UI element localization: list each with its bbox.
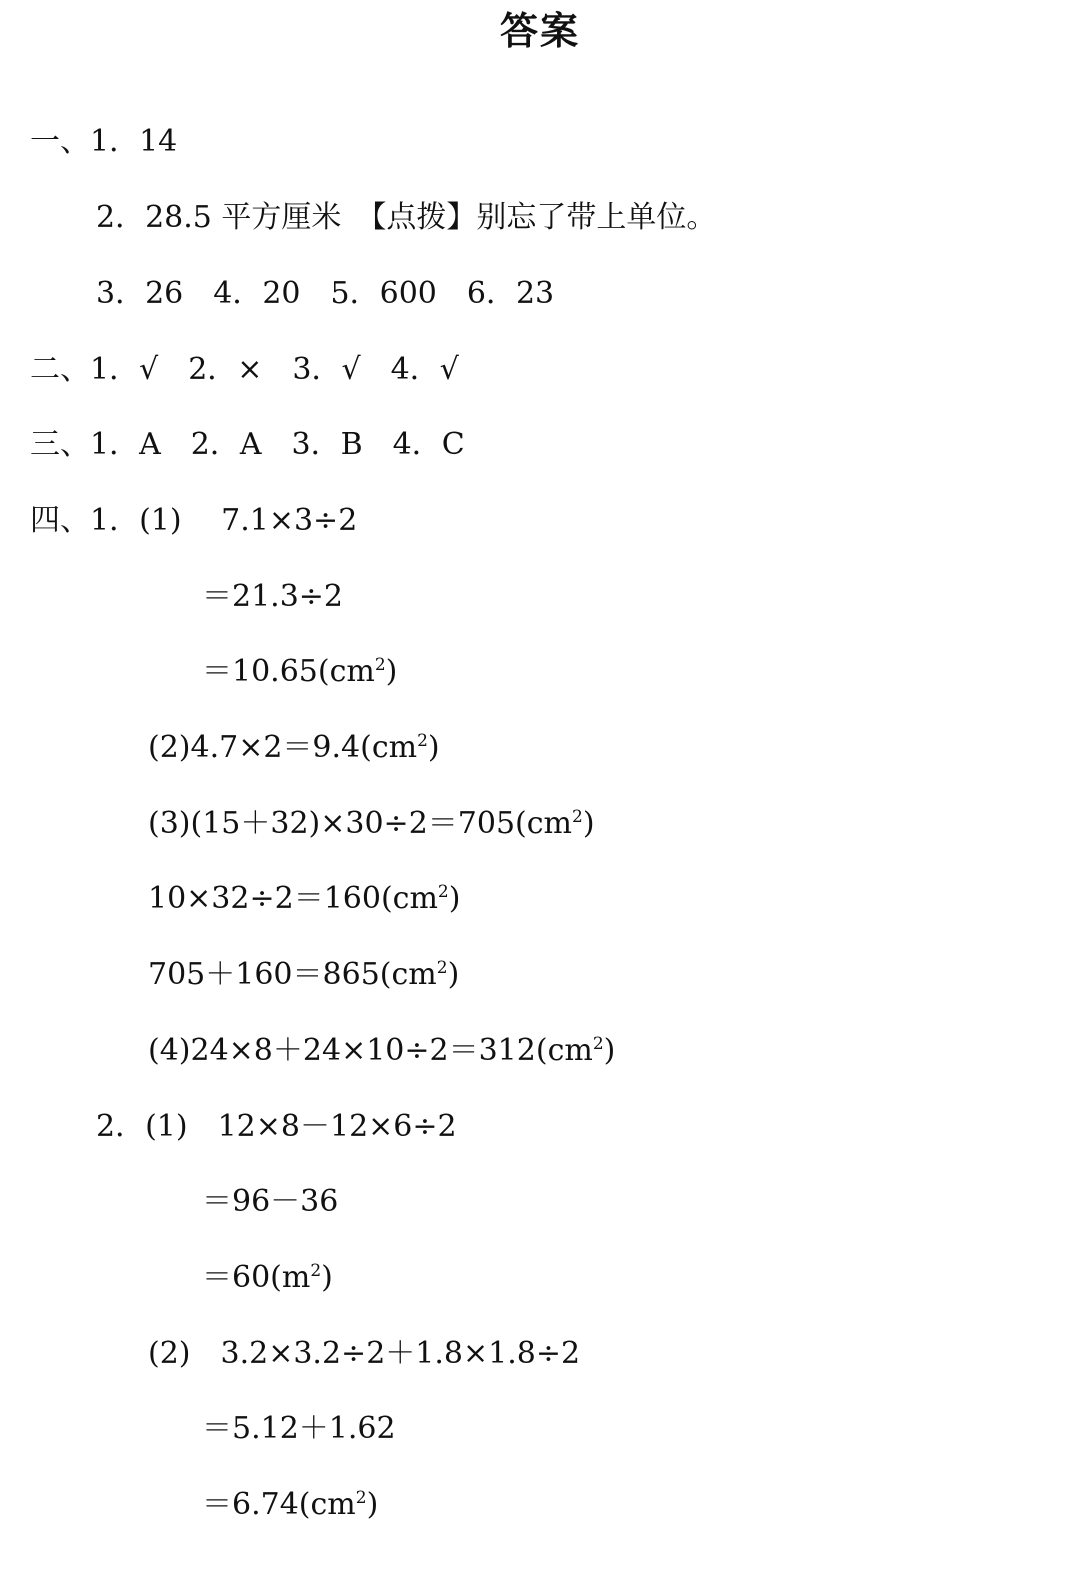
answer-text: ＝6.74(cm [202,1487,356,1522]
answer-text: ＝10.65(cm [202,654,375,689]
answer-4-2-2-result [202,1485,378,1525]
superscript: 2 [437,882,449,902]
answer-section-2 [30,350,459,390]
answer-section-3 [30,425,465,465]
answer-4-1-3-result [148,955,459,995]
answer-text: 3．26 4．20 5．600 6．23 [96,276,555,311]
answer-4-2-1-step-2 [202,1182,338,1222]
answer-4-1-4 [148,1031,615,1071]
answer-4-2-1-step-1 [96,1107,457,1147]
answer-4-1-3-step-2 [148,879,460,919]
answer-text: 2．(1) 12×8－12×6÷2 [96,1109,457,1144]
superscript: 2 [572,807,583,827]
answer-text-end: ) [427,730,440,765]
answer-text: 一、1．14 [30,124,178,159]
answer-text: 四、1．(1) 7.1×3÷2 [30,503,358,538]
answer-4-1-1-step-2 [202,577,343,617]
answer-text: ＝21.3÷2 [202,579,344,614]
superscript: 2 [355,1488,367,1508]
answer-text: 三、1．A 2．A 3．B 4．C [30,427,465,462]
answer-4-2-1-result [202,1258,333,1298]
answer-text: (4)24×8＋24×10÷2＝312(cm [148,1033,593,1068]
answer-4-2-2-step-2 [202,1409,396,1449]
superscript: 2 [310,1261,322,1281]
superscript: 2 [374,655,386,675]
answer-text: 705＋160＝865(cm [148,957,437,992]
page-title: 答案 [499,9,580,53]
superscript: 2 [436,958,448,978]
answer-4-1-1-result [202,652,397,692]
answer-text-end: ) [447,957,460,992]
answer-text: ＝96－36 [202,1184,339,1219]
answer-text: ＝60(m [202,1260,311,1295]
answer-1-2 [96,198,716,238]
answer-text: ＝5.12＋1.62 [202,1411,396,1446]
answer-4-1-2 [148,728,440,768]
answer-4-1-3-step-1 [148,804,595,844]
answer-4-2-2-step-1 [148,1334,580,1374]
answer-text: 10×32÷2＝160(cm [148,881,438,916]
answer-1-3-to-6 [96,274,554,314]
answer-text: (2) 3.2×3.2÷2＋1.8×1.8÷2 [148,1336,581,1371]
superscript: 2 [592,1034,604,1054]
answer-text: 2．28.5 平方厘米 【点拨】别忘了带上单位。 [96,200,717,235]
answer-text: 二、1．√ 2．× 3．√ 4．√ [30,352,459,387]
answer-text: (3)(15＋32)×30÷2＝705(cm [148,806,572,841]
answer-text-end: ) [385,654,398,689]
answer-text-end: ) [448,881,461,916]
answer-text-end: ) [603,1033,616,1068]
answer-4-1-1-step-1 [30,501,357,541]
answer-1-1 [30,122,177,162]
answer-text-end: ) [582,806,595,841]
superscript: 2 [417,731,428,751]
answer-text-end: ) [366,1487,379,1522]
answer-text-end: ) [321,1260,333,1295]
answer-text: (2)4.7×2＝9.4(cm [148,730,418,765]
